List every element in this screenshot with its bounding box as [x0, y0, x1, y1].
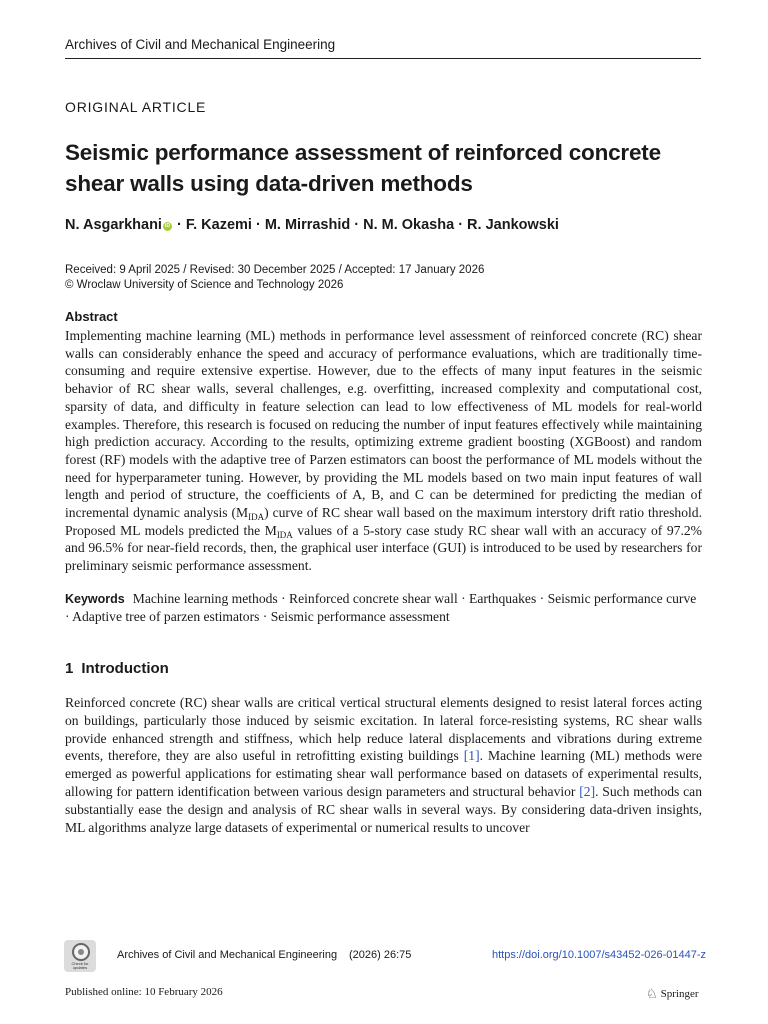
- abstract-subscript-1: IDA: [248, 512, 265, 523]
- publication-dates: [65, 263, 484, 293]
- abstract-heading: Abstract: [65, 309, 118, 324]
- citation-link-1[interactable]: [1]: [463, 748, 480, 764]
- section-number: 1: [65, 660, 74, 677]
- doi-link[interactable]: https://doi.org/10.1007/s43452-026-01447-z: [492, 949, 707, 961]
- first-author[interactable]: N. Asgarkhani: [65, 217, 162, 233]
- article-type: ORIGINAL ARTICLE: [65, 99, 207, 115]
- article-title: Seismic performance assessment of reinforced concrete shear walls using data-driven methods: [65, 140, 661, 196]
- check-updates-icon: [72, 943, 90, 961]
- journal-header: Archives of Civil and Mechanical Engineering: [65, 37, 701, 59]
- copyright: © Wroclaw University of Science and Technology 2026: [65, 279, 344, 291]
- check-for-updates-badge[interactable]: [64, 940, 96, 972]
- abstract-text: [65, 327, 702, 575]
- keywords-label: Keywords: [65, 592, 125, 606]
- springer-logo-icon: ♘: [646, 986, 658, 1001]
- other-authors[interactable]: · F. Kazemi · M. Mirrashid · N. M. Okasha · R. Jankowski: [177, 217, 559, 233]
- orcid-icon[interactable]: iD: [164, 223, 170, 229]
- check-updates-label: Check for updates: [71, 961, 89, 970]
- abstract-part-1: Implementing machine learning (ML) methods in performance level assessment of reinforced concrete (RC) shear walls can considerably enhance the speed and accuracy of performance evaluations, which are traditionally time-consuming and require extensive expertise. However, due to the effects of many input features in the seismic behavior of RC shear walls, several challenges, e.g. overfitting, increased complexity and computational cost, sparsity of data, and difficulty in feature selection can lead to low effectiveness of ML models for real-world examples. Therefore, this research is focused on reducing the number of input features effectively while maintaining high prediction accuracy. According to the results, optimizing extreme gradient boosting (XGBoost) and random forest (RF) models with the adaptive tree of Parzen estimators can boost the performance of ML models without the need for hyperparameter tuning. However, by providing the ML models based on two main input features of wall length and period of structure, the coefficients of A, B, and C can be determined for predicting the median of incremental dynamic analysis (M: [65, 328, 702, 521]
- author-list: [65, 217, 559, 233]
- received-revised-accepted: Received: 9 April 2025 / Revised: 30 December 2025 / Accepted: 17 January 2026: [65, 264, 485, 276]
- introduction-text: [65, 694, 702, 836]
- publisher-name: Springer: [660, 988, 699, 1000]
- keywords: [65, 590, 702, 626]
- section-title: Introduction: [81, 660, 169, 677]
- citation-link-2[interactable]: [2]: [579, 783, 596, 799]
- abstract-part-3: values of a 5-story case study RC shear wall with an accuracy of 97.2% and 96.5% for near-field records, then, the graphical user interface (GUI) is introduced to be used by researchers for preliminary seismic performance assessment.: [65, 522, 702, 574]
- publisher: [646, 986, 699, 1002]
- abstract-subscript-2: IDA: [276, 529, 293, 540]
- intro-part-3: . Such methods can substantially ease the design and analysis of RC shear walls in several ways. By considering data-driven insights, ML algorithms analyze large datasets of experimental or numerical results to uncover: [65, 783, 702, 835]
- footer-volume: (2026) 26:75: [349, 949, 412, 961]
- footer-journal-name: Archives of Civil and Mechanical Engineering: [117, 949, 338, 961]
- abstract-part-2: ) curve of RC shear wall based on the maximum interstory drift ratio threshold. Proposed ML models predicted the M: [65, 505, 702, 538]
- intro-part-2: . Machine learning (ML) methods were emerged as powerful applications for estimating shear wall performance based on datasets of experimental results, allowing for pattern identification between various design parameters and structural behavior: [65, 748, 702, 799]
- keywords-text: Machine learning methods · Reinforced concrete shear wall · Earthquakes · Seismic performance curve · Adaptive tree of parzen estimators · Seismic performance assessment: [65, 591, 697, 624]
- section-heading-introduction: [65, 660, 169, 677]
- intro-part-1: Reinforced concrete (RC) shear walls are critical vertical structural elements designed to resist lateral forces acting on buildings, particularly those induced by seismic excitation. In lateral force-resisting systems, RC shear walls provide enhanced strength and stiffness, which help reduce lateral displacements and vibrations during extreme events, therefore, they are also useful in retrofitting existing buildings: [65, 695, 702, 764]
- published-online: Published online: 10 February 2026: [65, 986, 223, 998]
